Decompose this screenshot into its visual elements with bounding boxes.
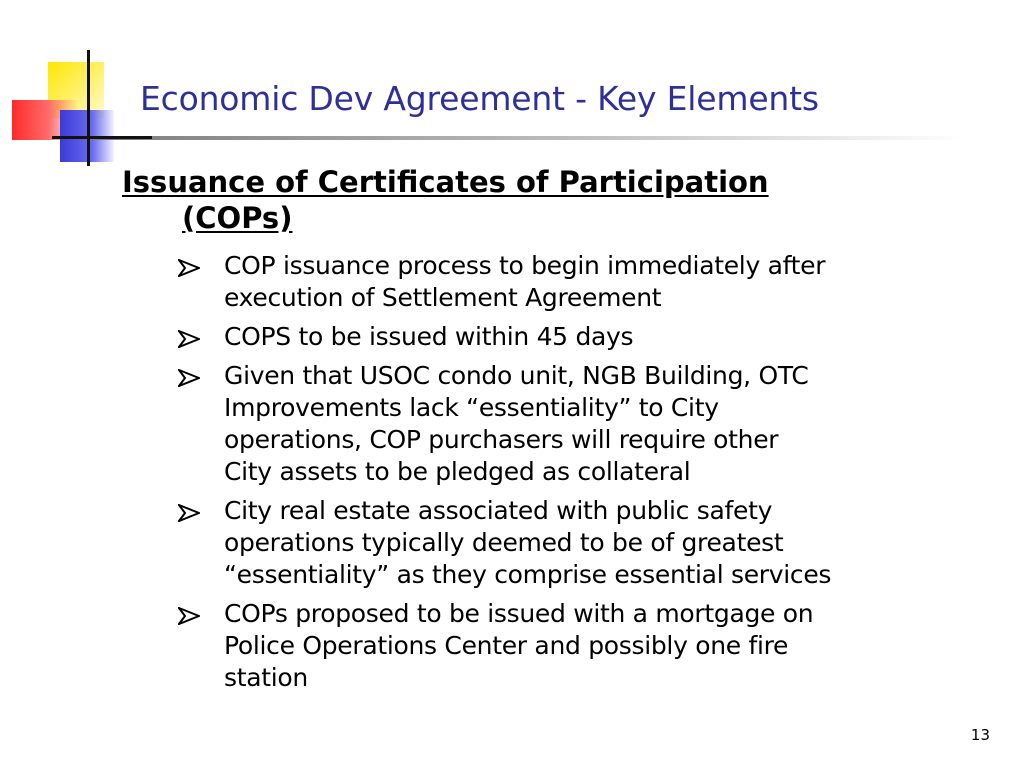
bullet-line: station [224,663,308,692]
bullet-item [168,250,988,314]
bullet-line: Improvements lack “essentiality” to City [224,393,719,422]
arrowhead-bullet-icon [178,607,200,625]
bullet-item [168,360,988,488]
section-heading [122,164,922,236]
slide-title: Economic Dev Agreement - Key Elements [140,79,819,118]
arrowhead-bullet-icon [178,330,200,348]
bullet-line: COPs proposed to be issued with a mortgage on [224,599,814,628]
arrowhead-bullet-icon [178,504,200,522]
bullet-line: City real estate associated with public safety [224,496,773,525]
bullet-line: operations, COP purchasers will require other [224,425,779,454]
bullet-line: “essentiality” as they comprise essential services [224,560,832,589]
bullet-item [168,495,988,591]
logo-horizontal-line [52,136,152,139]
bullet-line: execution of Settlement Agreement [224,283,662,312]
title-underline-rule [86,136,966,140]
arrowhead-bullet-icon [178,259,200,277]
bullet-list [168,250,988,701]
page-number: 13 [970,726,990,744]
bullet-line: COPS to be issued within 45 days [224,322,634,351]
section-heading-line-2: (COPs) [182,201,293,235]
bullet-line: operations typically deemed to be of greatest [224,528,784,557]
bullet-line: City assets to be pledged as collateral [224,457,691,486]
logo-vertical-line [87,50,90,166]
bullet-line: COP issuance process to begin immediately after [224,251,826,280]
section-heading-line-1: Issuance of Certificates of Participation [122,165,769,199]
bullet-line: Police Operations Center and possibly one fire [224,631,789,660]
bullet-item [168,598,988,694]
bullet-item [168,321,988,353]
bullet-line: Given that USOC condo unit, NGB Building, OTC [224,361,809,390]
arrowhead-bullet-icon [178,369,200,387]
